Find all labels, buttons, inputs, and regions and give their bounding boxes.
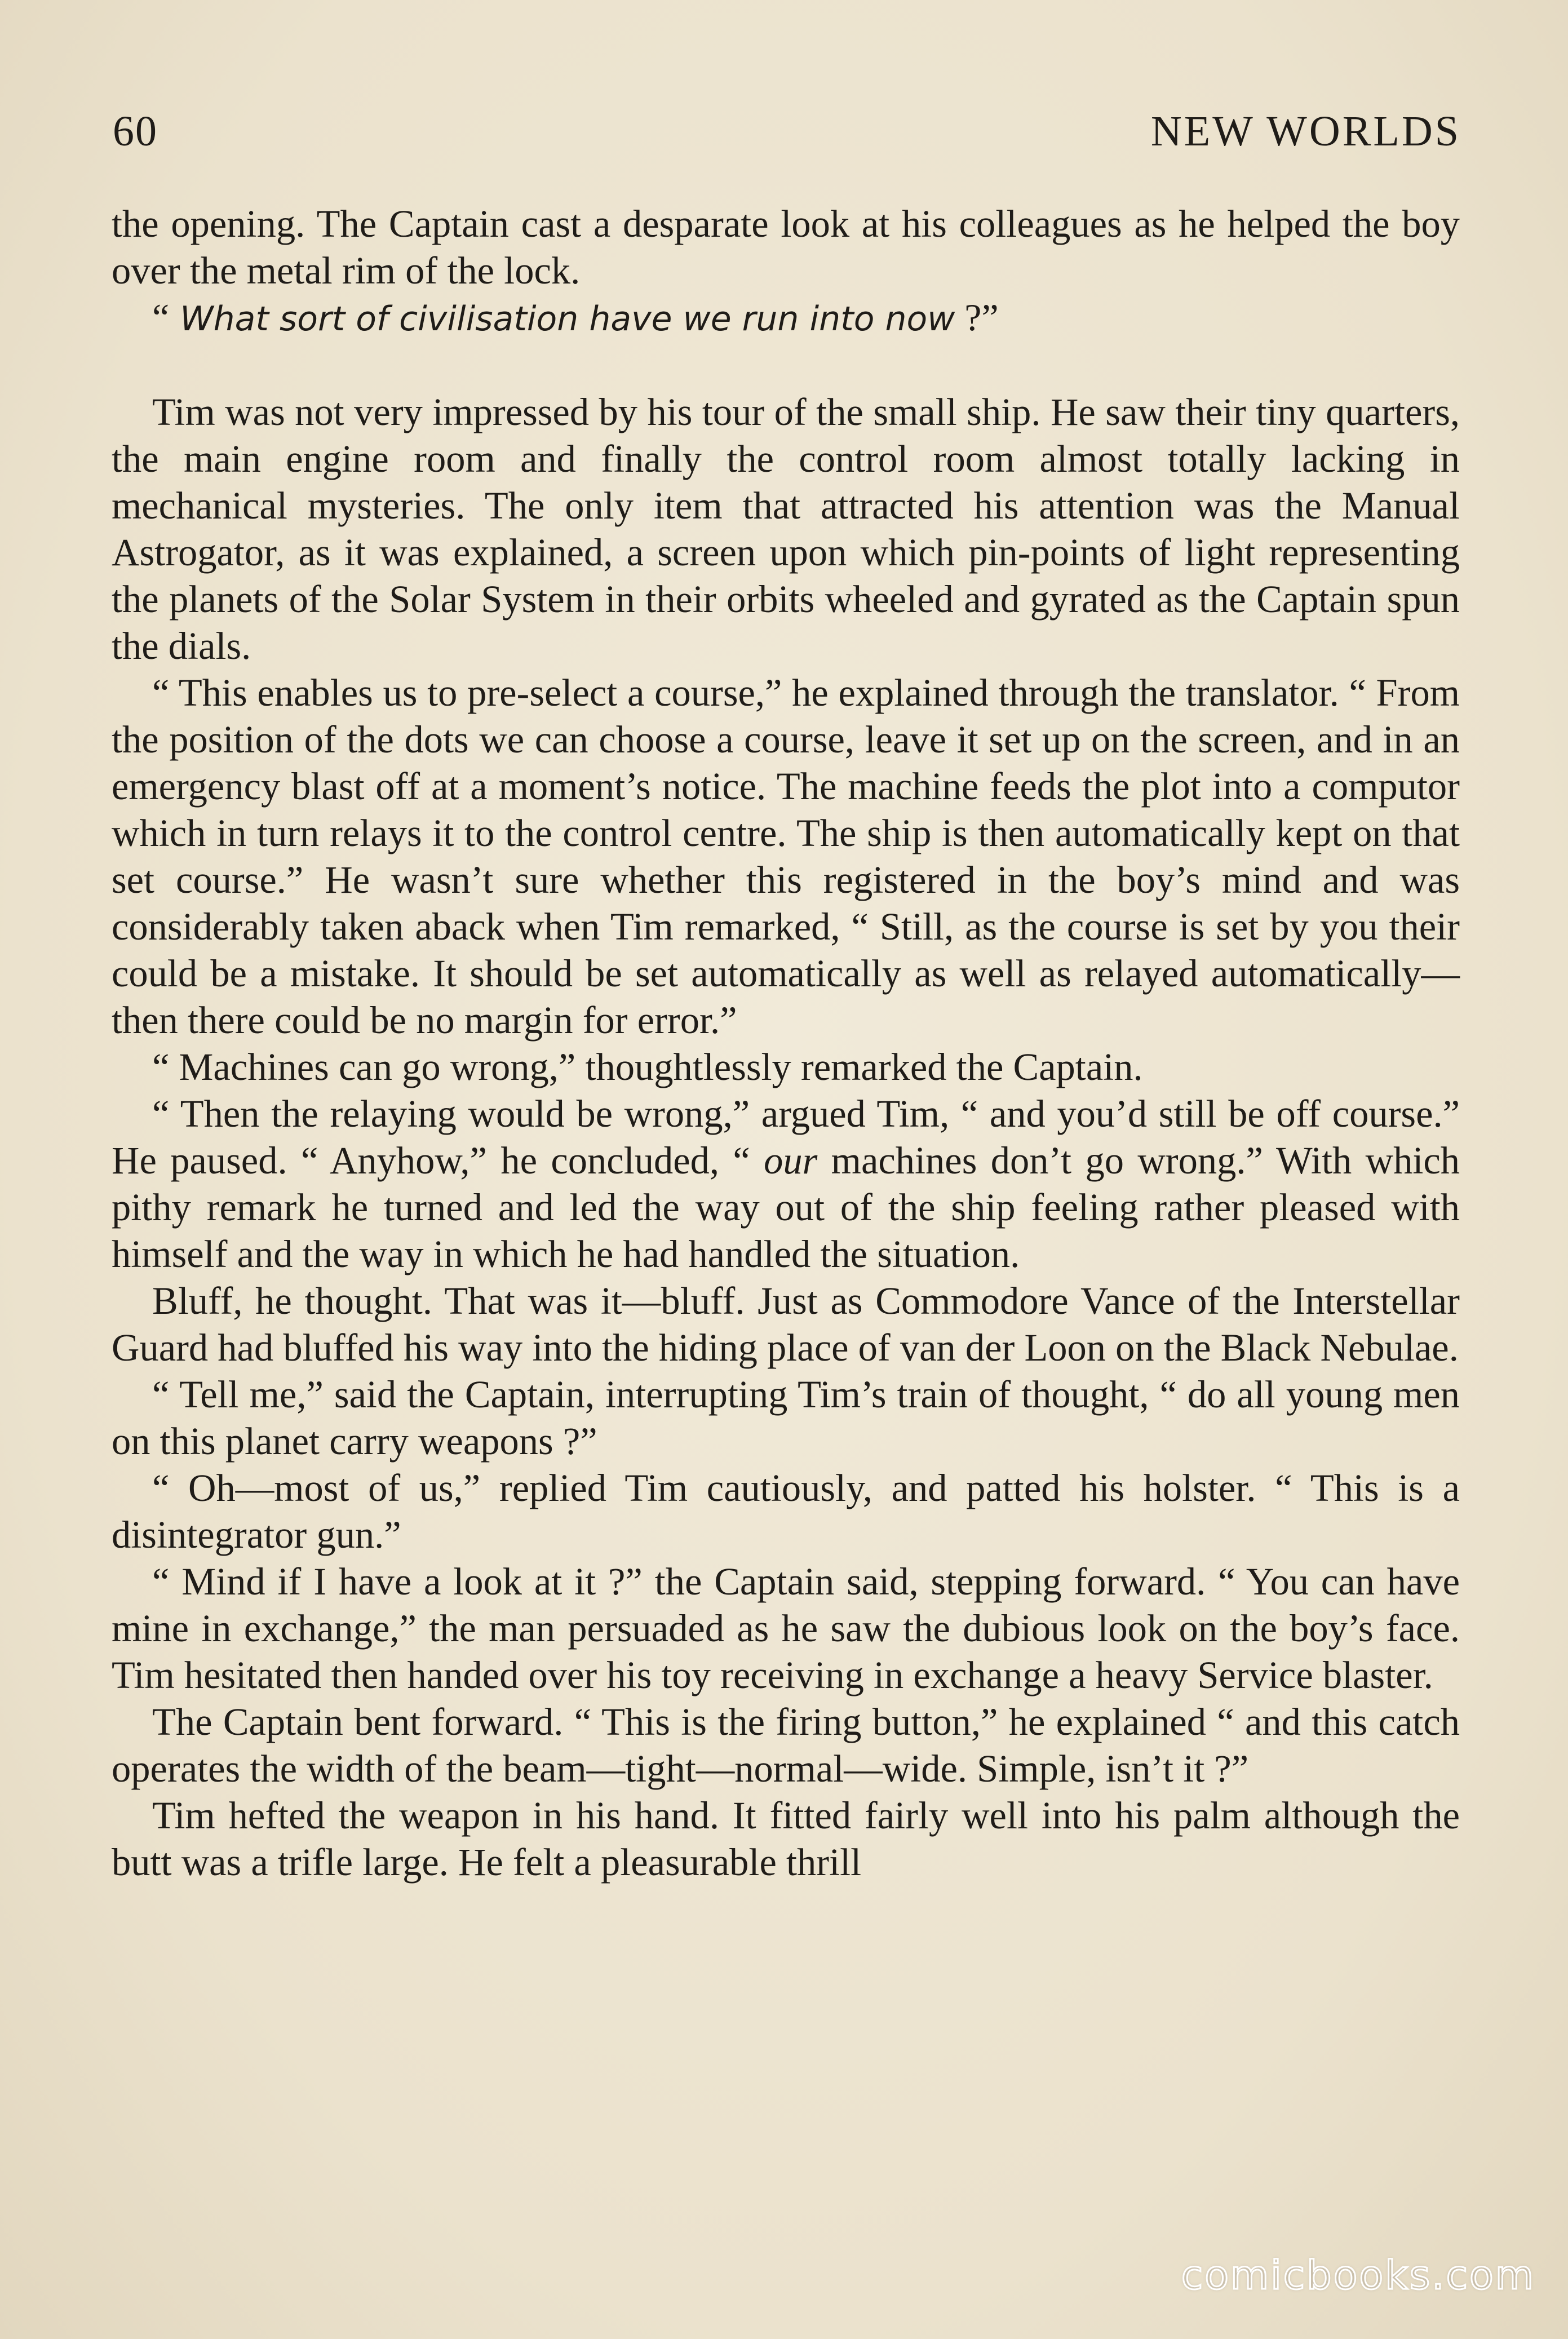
paragraph: the opening. The Captain cast a desparate look at his colleagues as he helped the boy over the metal rim of the lock.: [112, 202, 1460, 292]
paragraph: Bluff, he thought. That was it—bluff. Just as Commodore Vance of the Interstellar Guard had bluffed his way into the hiding place of van der Loon on the Black Nebulae.: [112, 1279, 1460, 1369]
paragraph: “ This enables us to pre-select a course,” he explained through the translator. “ From the position of the dots we can choose a course, leave it set up on the screen, and in an emergency blast off at a moment’s notice. The machine feeds the plot into a computor which in turn relays it to the control centre. The ship is then automatically kept on that set course.” He wasn’t sure whether this registered in the boy’s mind and was considerably taken aback when Tim remarked, “ Still, as the course is set by you their could be a mistake. It should be set automatically as well as relayed automatically—then there could be no margin for error.”: [112, 671, 1460, 1042]
section-break: [112, 343, 1460, 389]
open-quote: “: [152, 296, 170, 339]
paragraph: Tim hefted the weapon in his hand. It fitted fairly well into his palm although the butt was a trifle large. He felt a pleasurable thrill: [112, 1794, 1460, 1884]
paragraph: The Captain bent forward. “ This is the firing button,” he explained “ and this catch operates the width of the beam—tight—normal—wide. Simple, isn’t it ?”: [112, 1700, 1460, 1790]
paragraph: “ Tell me,” said the Captain, interrupting Tim’s train of thought, “ do all young men on this planet carry weapons ?”: [112, 1373, 1460, 1463]
paragraph-text: “ Then the relaying would be wrong,” argued Tim, “ and you’d still be off course.” He paused. “ Anyhow,” he concluded, “: [112, 1092, 1460, 1182]
italic-dialogue-line: [112, 294, 1460, 343]
italic-dialogue-text: What sort of civilisation have we run into now: [180, 299, 955, 339]
watermark: comicbooks.com: [1181, 2252, 1535, 2298]
paragraph: “ Oh—most of us,” replied Tim cautiously, and patted his holster. “ This is a disintegrator gun.”: [112, 1467, 1460, 1556]
paragraph: “ Machines can go wrong,” thoughtlessly remarked the Captain.: [152, 1046, 1143, 1088]
page-number: 60: [113, 108, 158, 155]
paragraph: Tim was not very impressed by his tour of the small ship. He saw their tiny quarters, the main engine room and finally the control room almost totally lacking in mechanical mysteries. The only item that attracted his attention was the Manual Astrogator, as it was explained, a screen upon which pin-points of light representing the planets of the Solar System in their orbits wheeled and gyrated as the Captain spun the dials.: [112, 391, 1460, 667]
paragraph-text: machines don’t go wrong.” With which pithy remark he turned and led the way out of the ship feeling rather pleased with himself and the way in which he had handled the situation.: [112, 1139, 1460, 1275]
close-quote: ?”: [955, 296, 999, 339]
paragraph: “ Mind if I have a look at it ?” the Captain said, stepping forward. “ You can have mine in exchange,” the man persuaded as he saw the dubious look on the boy’s face. Tim hesitated then handed over his toy receiving in exchange a heavy Service blaster.: [112, 1560, 1460, 1696]
journal-title: NEW WORLDS: [1150, 108, 1461, 155]
paragraph: [112, 1091, 1460, 1278]
emphasis-word: our: [764, 1139, 818, 1182]
running-head: [113, 107, 1461, 163]
body-text: [112, 201, 1460, 1886]
